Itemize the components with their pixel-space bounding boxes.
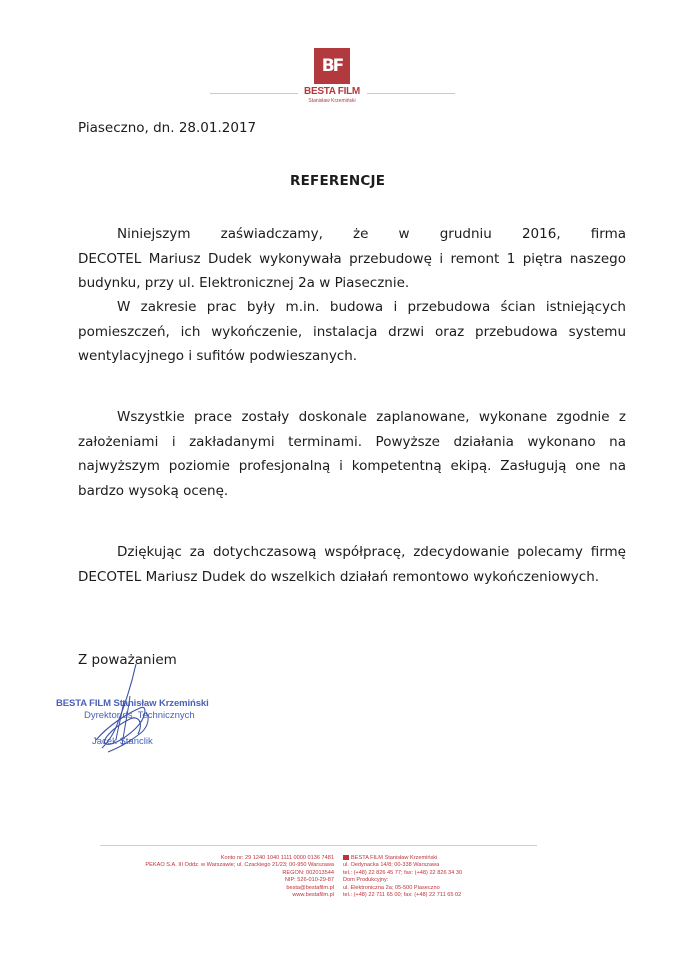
footer-address-info	[343, 855, 513, 899]
footer-phone: tel.: (+48) 22 826 45 77; fax: (+48) 22 826 34 30	[343, 869, 463, 876]
mini-logo-icon	[343, 855, 349, 860]
stamp-position: Dyrektor ds. Technicznych	[84, 710, 195, 721]
footer-address: ul. Oedynacka 14/8; 00-338 Warszawa	[343, 862, 440, 869]
footer-regon: REGON: 002013544	[282, 869, 334, 876]
company-name: BESTA FILM	[304, 86, 360, 97]
letterhead-rule-right	[367, 93, 455, 94]
footer-email[interactable]: besta@bestafilm.pl	[286, 884, 334, 891]
paragraph-1-line-1: Niniejszym zaświadczamy, że w grudniu 2016, firma	[117, 226, 626, 242]
paragraph-2	[78, 295, 626, 369]
paragraph-4	[78, 540, 626, 589]
paragraph-1-line-2: DECOTEL Mariusz Dudek wykonywała przebudowę i remont 1 piętra naszego budynku, przy ul. Elektronicznej 2a w Piasecznie.	[78, 250, 626, 291]
stamp-person: Jacek Stanclik	[92, 736, 153, 747]
company-owner: Stanisław Krzemiński	[308, 98, 356, 104]
footer-production-phone: tel.: (+48) 22 711 65 00; fax: (+48) 22 711 65 02	[343, 892, 462, 899]
stamp-company: BESTA FILM Stanisław Krzemiński	[56, 698, 209, 709]
paragraph-3	[78, 405, 626, 503]
paragraph-3-text: Wszystkie prace zostały doskonale zaplanowane, wykonane zgodnie z założeniami i zakładanymi terminami. Powyższe działania wykonano na najwyższym poziomie profesjonalną i kompetentną ekipą. Zasługują one na bardzo wysoką ocenę.	[78, 409, 626, 499]
paragraph-1	[78, 222, 626, 296]
paragraph-2-text: W zakresie prac były m.in. budowa i przebudowa ścian istniejących pomieszczeń, ich wykończenie, instalacja drzwi oraz przebudowa systemu wentylacyjnego i sufitów podwieszanych.	[78, 299, 626, 364]
footer-nip: NIP: 526-010-29-87	[284, 877, 334, 884]
footer-company-name: BESTA FILM Stanisław Krzemiński	[351, 855, 438, 861]
handwritten-signature	[88, 662, 178, 762]
company-logo	[314, 48, 350, 84]
logo-mark: BF	[321, 56, 343, 76]
letterhead-rule-left	[210, 93, 298, 94]
place-date: Piaseczno, dn. 28.01.2017	[78, 120, 257, 136]
letter-title: REFERENCJE	[290, 173, 386, 189]
footer-bank-info	[140, 855, 334, 899]
footer-website[interactable]: www.bestafilm.pl	[292, 892, 334, 899]
footer-divider	[100, 845, 537, 846]
footer-company	[343, 855, 513, 862]
footer-bank: PEKAO S.A. III Oddz. w Warszawie; ul. Czackiego 21/23; 00-950 Warszawa	[145, 862, 334, 869]
paragraph-4-text: Dziękując za dotychczasową współpracę, zdecydowanie polecamy firmę DECOTEL Mariusz Dudek do wszelkich działań remontowo wykończeniowych.	[78, 544, 626, 585]
closing: Z poważaniem	[78, 652, 177, 668]
footer-production-house: Dom Produkcyjny:	[343, 877, 389, 884]
footer-account: Konto nr: 29 1240 1040 1111 0000 0136 7481	[220, 855, 334, 861]
footer-production-address: ul. Elektroniczna 2a; 05-500 Piaseczno	[343, 884, 440, 891]
